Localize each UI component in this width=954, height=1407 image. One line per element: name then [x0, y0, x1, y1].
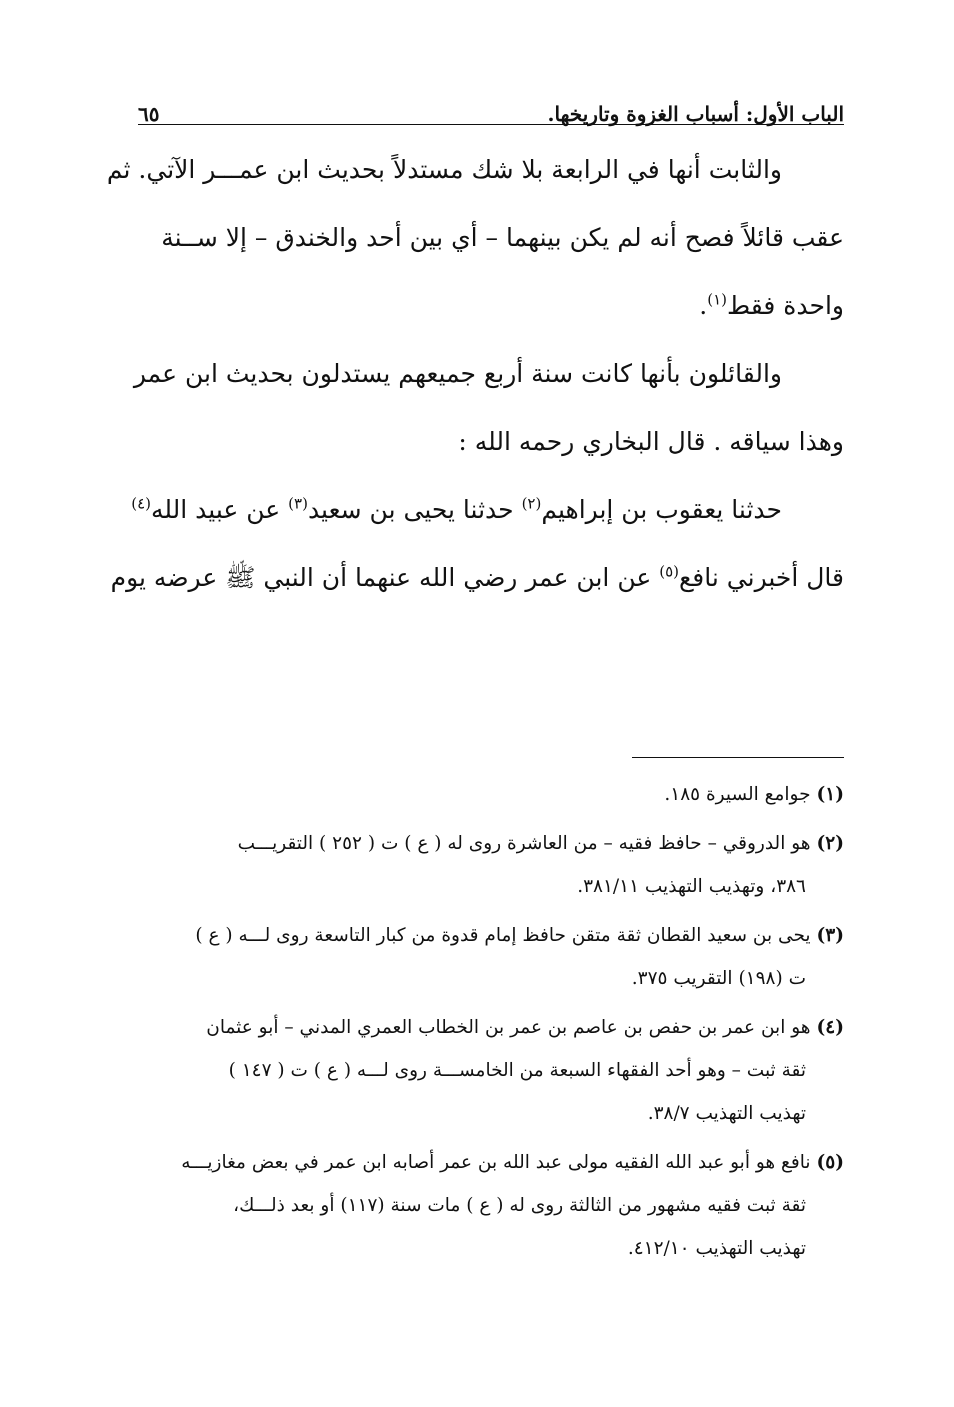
body-text: [106, 150, 844, 626]
chapter-title: الباب الأول: أسباب الغزوة وتاريخها.: [547, 102, 844, 126]
body-line-text: عن ابن عمر رضي الله عنهما أن النبي ﷺ عرضه يوم: [110, 563, 660, 592]
footnote-text: يحى بن سعيد القطان ثقة متقن حافظ إمام قدوة من كبار التاسعة روى لـــه ( ع ): [195, 925, 811, 946]
footnote-line: [138, 1145, 844, 1188]
footnote-ref: (٣): [288, 494, 308, 513]
body-line-text: قال أخبرني نافع: [679, 563, 844, 592]
body-line-text: والقائلون بأنها كانت سنة أربع جميعهم يستدلون بحديث ابن عمر: [133, 359, 782, 388]
footnote: [138, 826, 844, 912]
body-line: [138, 422, 844, 490]
footnote-line: [138, 1188, 844, 1231]
body-line-text: وهذا سياقه . قال البخاري رحمه الله :: [458, 427, 844, 456]
footnote: [138, 1010, 844, 1139]
body-line-text: عقب قائلاً فصح أنه لم يكن بينهما – أي بين أحد والخندق – إلا ســنة: [161, 223, 844, 252]
footnote-line: [138, 777, 844, 820]
footnote-number: (٥): [816, 1152, 844, 1173]
footnote-ref: (١): [707, 290, 728, 309]
body-line-text: .: [699, 291, 708, 320]
body-line: [138, 286, 844, 354]
footnote-text: هو ابن عمر بن حفص بن عاصم بن عمر بن الخطاب العمري المدني – أبو عثمان: [206, 1017, 811, 1038]
body-line: [131, 490, 844, 558]
body-line-text: والثابت أنها في الرابعة بلا شك مستدلاً بحديث ابن عمـــر الآتي. ثم: [106, 155, 782, 184]
body-line: [138, 218, 844, 286]
footnote-text: ثقة ثبت – وهو أحد الفقهاء السبعة من الخامســـة روى لـــه ( ع ) ت ( ١٤٧ ): [228, 1060, 806, 1081]
header-rule: [138, 124, 844, 125]
footnote-number: (٢): [816, 833, 844, 854]
footnote-line: [138, 1096, 844, 1139]
body-line-text: عن عبيد الله: [150, 495, 289, 524]
footnote-number: (٣): [816, 925, 844, 946]
footnote-number: (٤): [816, 1017, 844, 1038]
footnote: [138, 1145, 844, 1274]
footnote-text: جوامع السيرة ١٨٥.: [664, 784, 811, 805]
footnotes: [138, 777, 844, 1280]
footnote: [138, 918, 844, 1004]
footnote-ref: (٢): [521, 494, 542, 513]
body-line-text: حدثنا يعقوب بن إبراهيم: [541, 495, 782, 524]
footnote-text: هو الدروقي – حافظ فقيه – من العاشرة روى له ( ع ) ت ( ٢٥٢ ) التقريـــب: [237, 833, 811, 854]
footnote-ref: (٤): [131, 494, 151, 513]
footnote-line: [138, 869, 844, 912]
footnote-line: [138, 826, 844, 869]
footnote-line: [138, 1053, 844, 1096]
footnote-text: ثقة ثبت فقيه مشهور من الثالثة روى له ( ع ) مات سنة (١١٧) أو بعد ذلـــك،: [233, 1195, 806, 1216]
body-line: [133, 354, 844, 422]
footnote-ref: (٥): [659, 562, 679, 581]
footnote-text: ت (١٩٨) التقريب ٣٧٥.: [631, 968, 806, 989]
footnote-text: تهذيب التهذيب ٣٨/٧.: [647, 1103, 806, 1124]
body-line: [106, 150, 844, 218]
footnote: [138, 777, 844, 820]
footnote-text: ٣٨٦، وتهذيب التهذيب ٣٨١/١١.: [577, 876, 806, 897]
page-number: ٦٥: [138, 102, 160, 126]
body-line-text: واحدة فقط: [727, 291, 844, 320]
footnote-text: نافع هو أبو عبد الله الفقيه مولى عبد الله بن عمر أصابه ابن عمر في بعض مغازيـــه: [181, 1152, 811, 1173]
footnote-line: [138, 1231, 844, 1274]
footnote-line: [138, 1010, 844, 1053]
running-head: [138, 92, 844, 126]
body-line-text: حدثنا يحيى بن سعيد: [307, 495, 522, 524]
body-line: [110, 558, 844, 626]
footnote-line: [138, 961, 844, 1004]
footnote-text: تهذيب التهذيب ٤١٢/١٠.: [627, 1238, 806, 1259]
footnote-separator: [632, 757, 844, 758]
footnote-number: (١): [816, 784, 844, 805]
footnote-line: [138, 918, 844, 961]
